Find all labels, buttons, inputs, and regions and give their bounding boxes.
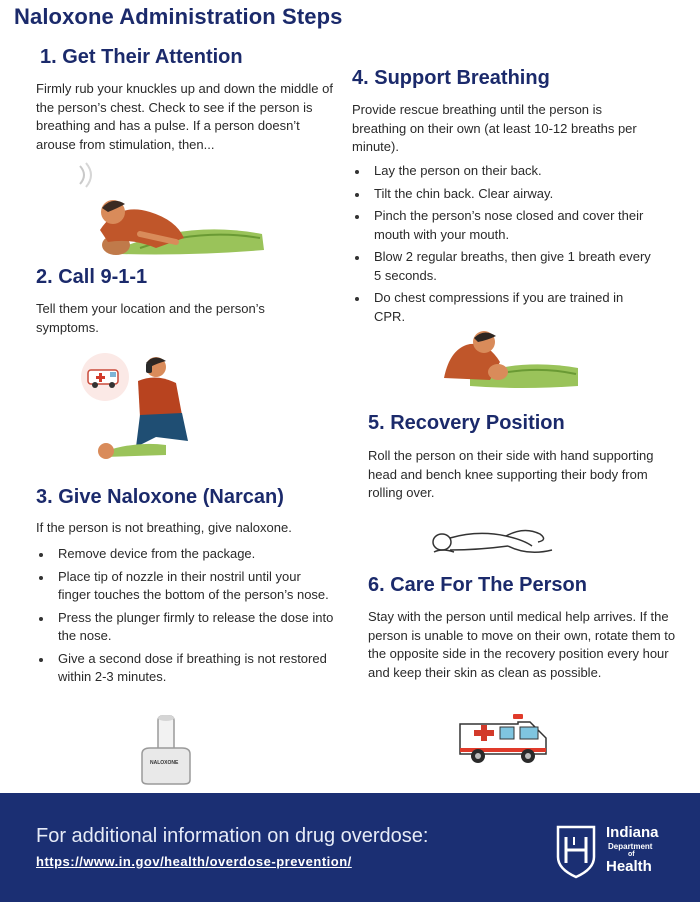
step1-heading: 1. Get Their Attention	[40, 46, 243, 68]
list-item: Give a second dose if breathing is not restored within 2-3 minutes.	[36, 650, 336, 687]
step4-intro: Provide rescue breathing until the person is breathing on their own (at least 10-12 breaths per minute).	[352, 102, 637, 154]
list-item: Blow 2 regular breaths, then give 1 breath every 5 seconds.	[352, 248, 652, 285]
list-item: Lay the person on their back.	[352, 162, 652, 181]
naloxone-nasal-spray-illustration	[138, 714, 194, 786]
step4-bullet-list	[352, 162, 652, 330]
sound-waves-icon	[72, 160, 102, 190]
step3-heading: 3. Give Naloxone (Narcan)	[36, 486, 284, 508]
ambulance-icon	[458, 712, 550, 766]
logo-of: of	[628, 851, 635, 858]
state-outline-icon	[548, 823, 604, 879]
recovery-position-illustration	[428, 516, 558, 560]
step6-body: Stay with the person until medical help arrives. If the person is unable to move on their own, rotate them to the opposite side in the recovery position every hour and keep their skin as clean as possible.	[368, 609, 676, 680]
calling-911-illustration	[96, 355, 206, 460]
list-item: Place tip of nozzle in their nostril until your finger touches the bottom of the person’s nose.	[36, 568, 336, 605]
step1-body: Firmly rub your knuckles up and down the middle of the person’s chest. Check to see if the person is breathing and has a pulse. If a person doesn’t arouse from stimulation, then...	[36, 81, 333, 152]
logo-name: Indiana	[606, 824, 659, 841]
indiana-department-of-health-logo	[548, 823, 678, 879]
logo-department: Department	[608, 842, 653, 851]
footer-banner	[0, 793, 700, 902]
list-item: Remove device from the package.	[36, 545, 336, 564]
step6-heading: 6. Care For The Person	[368, 574, 587, 596]
step5-heading: 5. Recovery Position	[368, 412, 565, 434]
step5-body: Roll the person on their side with hand supporting head and bench knee supporting their body from rolling over.	[368, 448, 654, 500]
list-item: Tilt the chin back. Clear airway.	[352, 185, 652, 204]
rescue-breathing-illustration	[440, 328, 580, 390]
step2-heading: 2. Call 9-1-1	[36, 266, 148, 288]
step2-body: Tell them your location and the person’s symptoms.	[36, 301, 265, 335]
list-item: Press the plunger firmly to release the dose into the nose.	[36, 609, 336, 646]
device-label: NALOXONE	[150, 760, 179, 766]
step3-bullet-list	[36, 545, 336, 691]
list-item: Pinch the person’s nose closed and cover their mouth with your mouth.	[352, 207, 652, 244]
footer-text: For additional information on drug overdose:	[36, 825, 429, 847]
page-title: Naloxone Administration Steps	[14, 4, 343, 29]
step3-intro: If the person is not breathing, give naloxone.	[36, 520, 292, 535]
overdose-prevention-link[interactable]: https://www.in.gov/health/overdose-prevention/	[36, 854, 352, 869]
logo-health: Health	[606, 858, 652, 875]
list-item: Do chest compressions if you are trained in CPR.	[352, 289, 652, 326]
attention-rub-illustration	[80, 190, 270, 260]
step4-heading: 4. Support Breathing	[352, 67, 550, 89]
